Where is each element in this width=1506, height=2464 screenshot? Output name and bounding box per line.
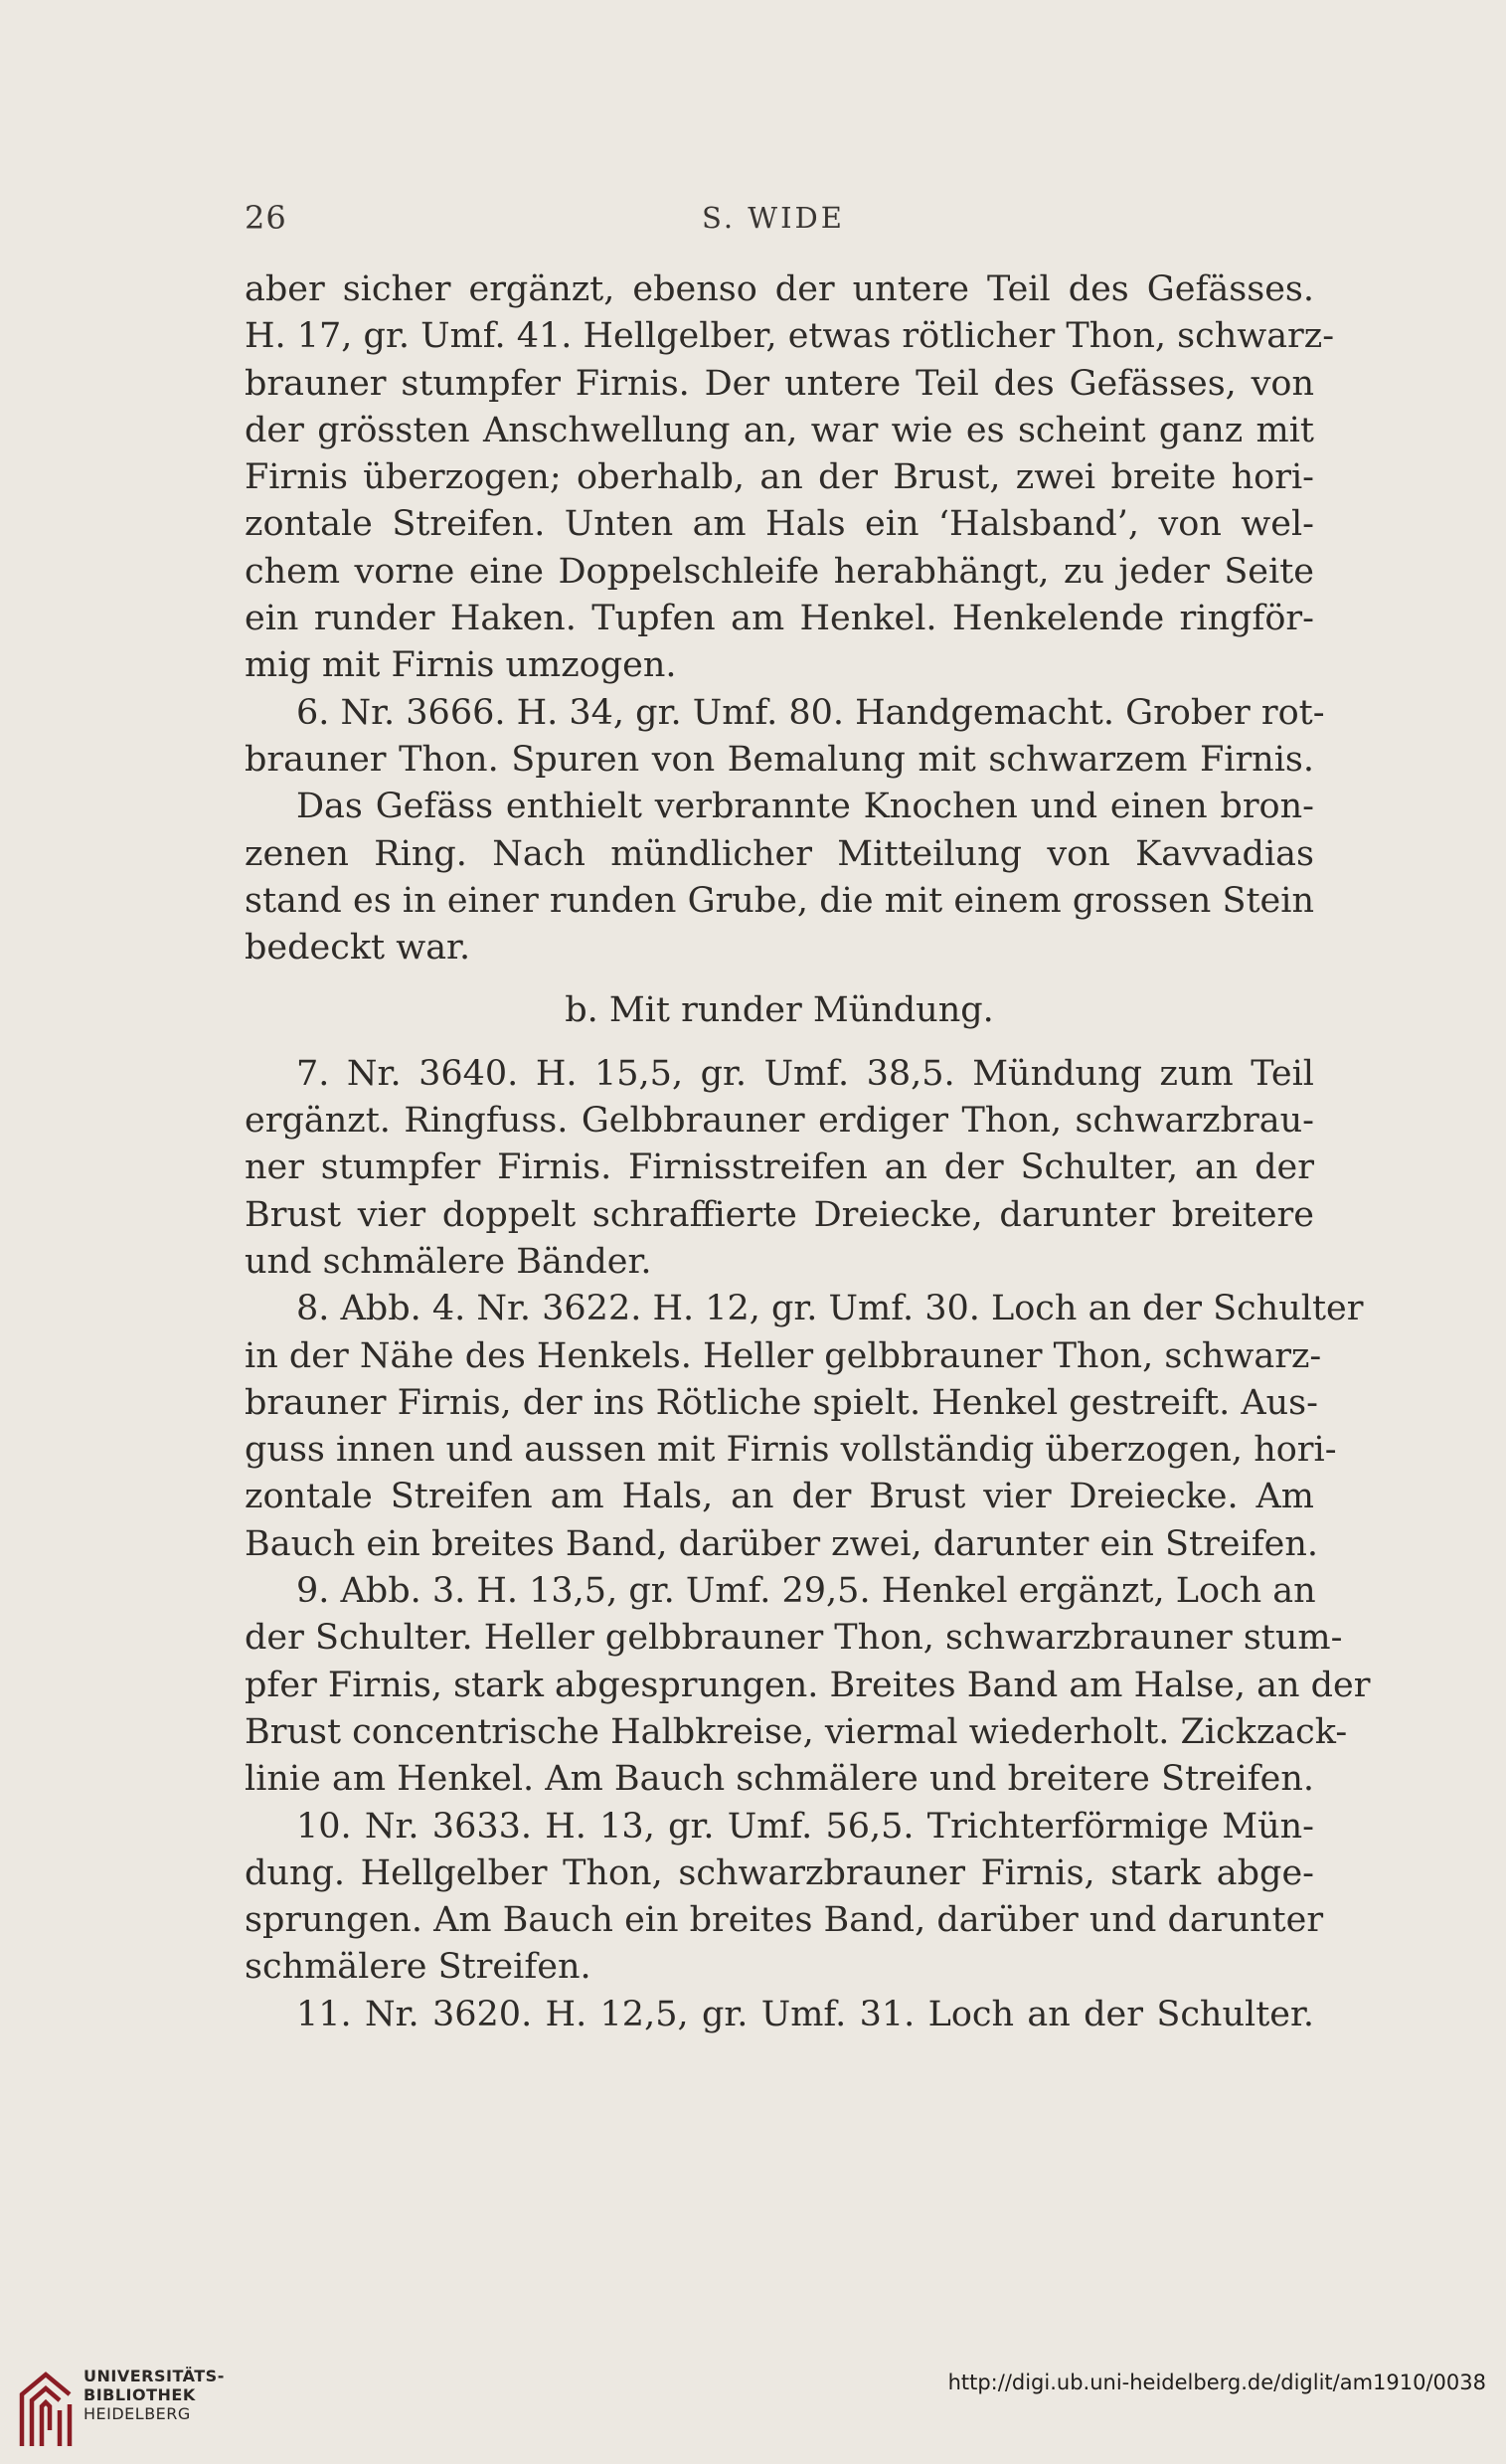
text-line: mig mit Firnis umzogen. [245,645,677,686]
entry-start-11: 11. Nr. 3620. H. 12,5, gr. Umf. 31. Loch an der Schulter. [296,1994,1314,2034]
text-line: guss innen und aussen mit Firnis vollständig überzogen, hori- [245,1430,1337,1471]
section-subheading: b. Mit runder Mündung. [565,990,994,1031]
text-line: Brust vier doppelt schraffierte Dreiecke, darunter breitere [245,1194,1314,1235]
text-line: brauner Thon. Spuren von Bemalung mit schwarzem Firnis. [245,739,1314,780]
text-line: in der Nähe des Henkels. Heller gelbbrauner Thon, schwarz- [245,1335,1322,1376]
footer-bar [0,2347,1506,2464]
text-line: Bauch ein breites Band, darüber zwei, darunter ein Streifen. [245,1523,1319,1564]
text-line: bedeckt war. [245,928,471,968]
text-line: der grössten Anschwellung an, war wie es scheint ganz mit [245,410,1314,450]
running-head-author: S. WIDE [702,201,845,235]
page-number: 26 [245,199,287,237]
text-line: pfer Firnis, stark abgesprungen. Breites Band am Halse, an der [245,1665,1371,1705]
text-line: ein runder Haken. Tupfen am Henkel. Henkelende ringför- [245,599,1314,639]
text-line: Das Gefäss enthielt verbrannte Knochen und einen bron- [296,787,1314,827]
body-text [245,266,1371,2038]
text-line: Brust concentrische Halbkreise, viermal wiederholt. Zickzack- [245,1711,1348,1752]
text-line: dung. Hellgelber Thon, schwarzbrauner Firnis, stark abge- [245,1852,1314,1893]
text-line: linie am Henkel. Am Bauch schmälere und breitere Streifen. [245,1759,1314,1800]
text-line: sprungen. Am Bauch ein breites Band, darüber und darunter [245,1900,1324,1941]
text-line: der Schulter. Heller gelbbrauner Thon, schwarzbrauner stum- [245,1618,1343,1659]
text-line: brauner Firnis, der ins Rötliche spielt. Henkel gestreift. Aus- [245,1382,1318,1423]
text-line: zontale Streifen. Unten am Hals ein ‘Halsband’, von wel- [245,504,1314,545]
text-line: ner stumpfer Firnis. Firnisstreifen an der Schulter, an der [245,1147,1314,1188]
text-line: aber sicher ergänzt, ebenso der untere Teil des Gefässes. [245,269,1314,309]
text-line: schmälere Streifen. [245,1947,591,1988]
text-line: zenen Ring. Nach mündlicher Mitteilung von Kavvadias [245,833,1314,874]
entry-start-8: 8. Abb. 4. Nr. 3622. H. 12, gr. Umf. 30. Loch an der Schulter [296,1289,1364,1329]
library-name-line2: BIBLIOTHEK [84,2385,196,2404]
text-line: H. 17, gr. Umf. 41. Hellgelber, etwas rötlicher Thon, schwarz- [245,316,1335,357]
text-line: brauner stumpfer Firnis. Der untere Teil des Gefässes, von [245,363,1314,404]
text-line: stand es in einer runden Grube, die mit einem grossen Stein [245,880,1314,921]
entry-start-7: 7. Nr. 3640. H. 15,5, gr. Umf. 38,5. Mündung zum Teil [296,1053,1314,1094]
entry-start-10: 10. Nr. 3633. H. 13, gr. Umf. 56,5. Trichterförmige Mün- [296,1806,1314,1847]
text-line: ergänzt. Ringfuss. Gelbbrauner erdiger Thon, schwarzbrau- [245,1101,1314,1142]
text-line: zontale Streifen am Hals, an der Brust vier Dreiecke. Am [245,1477,1314,1517]
library-name-line3: HEIDELBERG [84,2404,191,2423]
entry-start-6: 6. Nr. 3666. H. 34, gr. Umf. 80. Handgemacht. Grober rot- [296,692,1325,733]
text-line: chem vorne eine Doppelschleife herabhängt, zu jeder Seite [245,551,1314,592]
source-url-link[interactable]: http://digi.ub.uni-heidelberg.de/diglit/am1910/0038 [947,2371,1486,2394]
running-head [245,199,1314,239]
entry-start-9: 9. Abb. 3. H. 13,5, gr. Umf. 29,5. Henkel ergänzt, Loch an [296,1571,1316,1612]
library-name [84,2367,225,2423]
library-logo-icon [16,2361,76,2450]
text-line: und schmälere Bänder. [245,1241,652,1282]
text-line: Firnis überzogen; oberhalb, an der Brust, zwei breite hori- [245,457,1314,498]
library-name-line1: UNIVERSITÄTS- [84,2367,225,2385]
